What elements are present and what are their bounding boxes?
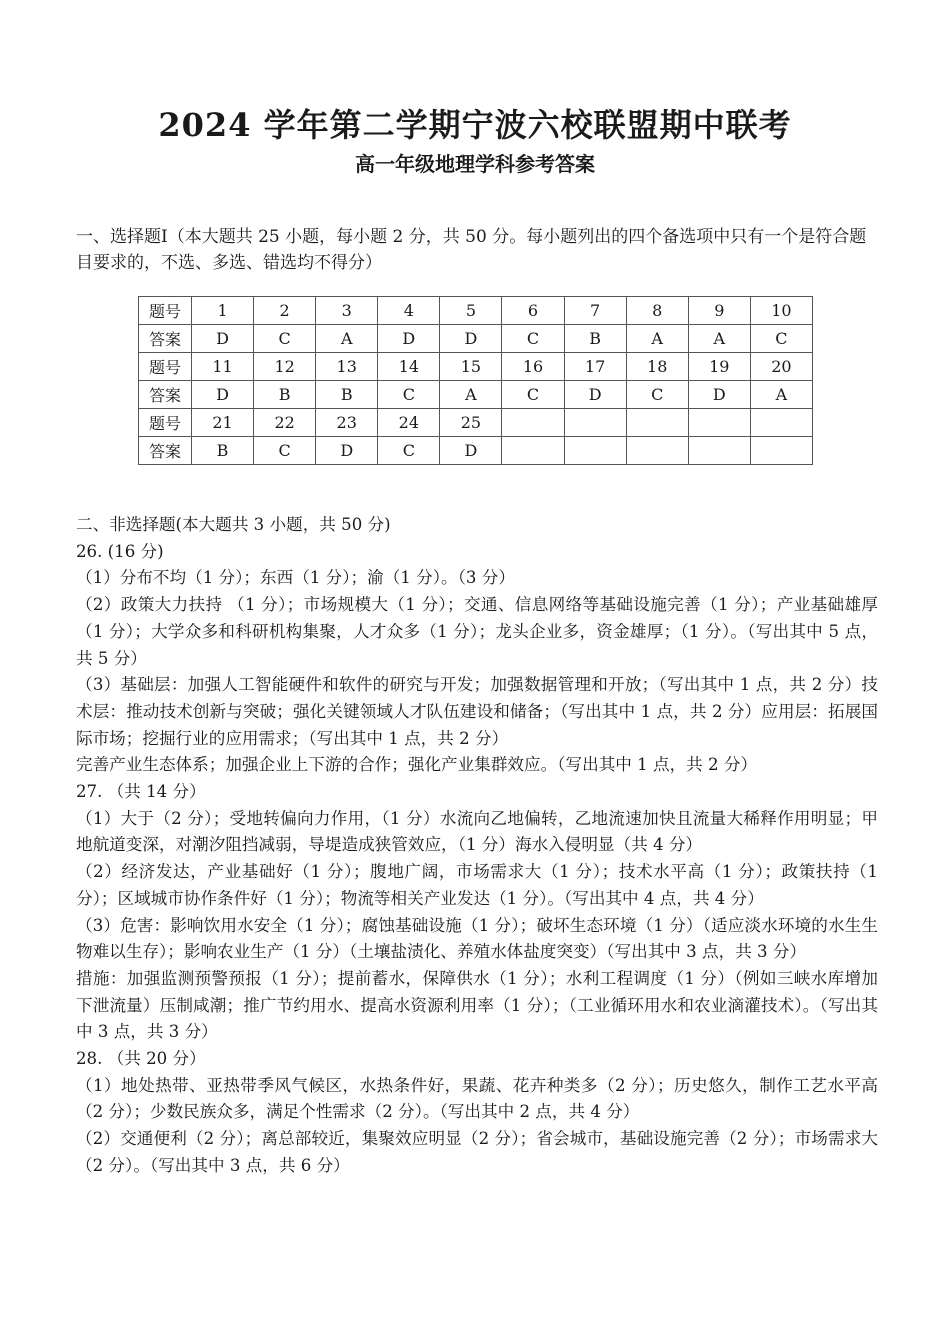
answer-cell: C — [378, 381, 440, 409]
row-label-answer: 答案 — [139, 325, 192, 353]
section1-intro: 一、选择题Ⅰ（本大题共 25 小题，每小题 2 分，共 50 分。每小题列出的四个备选项中只有一个是符合题目要求的，不选、多选、错选均不得分） — [76, 227, 867, 273]
answer-paragraph: （3）基础层：加强人工智能硬件和软件的研究与开发；加强数据管理和开放；（写出其中 1 点，共 2 分）技术层：推动技术创新与突破；强化关键领域人才队伍建设和储备；（写出其中 1 点，共 2 分）应用层：拓展国际市场；挖掘行业的应用需求；（写出其中 1 点，共 2 分） — [76, 675, 878, 748]
answer-paragraph: 完善产业生态体系；加强企业上下游的合作；强化产业集群效应。（写出其中 1 点，共 2 分） — [76, 755, 758, 775]
answer-cell: C — [502, 325, 564, 353]
answer-paragraph: 二、非选择题(本大题共 3 小题，共 50 分) — [76, 515, 391, 534]
answer-paragraph: （1）大于（2 分）；受地转偏向力作用，（1 分）水流向乙地偏转，乙地流速加快且流量大稀释作用明显；甲地航道变深，对潮汐阻挡减弱，导堤造成狭管效应，（1 分）海水入侵明显（共 4 分） — [76, 808, 878, 855]
answer-cell: D — [378, 325, 440, 353]
answer-paragraph: （2）经济发达，产业基础好（1 分）；腹地广阔，市场需求大（1 分）；技术水平高（1 分）；政策扶持（1 分）；区域城市协作条件好（1 分）；物流等相关产业发达（1 分）。（写出其中 4 点，共 4 分） — [76, 862, 878, 908]
row-label-number: 题号 — [139, 353, 192, 381]
answer-cell — [750, 437, 812, 465]
answer-cell: B — [192, 437, 254, 465]
answer-cell: C — [378, 437, 440, 465]
number-cell: 7 — [564, 297, 626, 325]
page-subtitle: 高一年级地理学科参考答案 — [355, 152, 595, 176]
answer-cell: D — [440, 437, 502, 465]
answer-cell: C — [254, 325, 316, 353]
answer-cell — [564, 437, 626, 465]
answer-cell: D — [688, 381, 750, 409]
number-cell: 16 — [502, 353, 564, 381]
number-cell: 24 — [378, 409, 440, 437]
number-cell — [688, 409, 750, 437]
table-row-answer-2 — [139, 381, 813, 409]
number-cell: 20 — [750, 353, 812, 381]
answer-cell: C — [750, 325, 812, 353]
answer-paragraph: （2）交通便利（2 分）；离总部较近，集聚效应明显（2 分）；省会城市，基础设施完善（2 分）；市场需求大（2 分）。（写出其中 3 点，共 6 分） — [76, 1129, 878, 1175]
answer-cell: B — [254, 381, 316, 409]
number-cell: 14 — [378, 353, 440, 381]
number-cell: 8 — [626, 297, 688, 325]
table-row-answer-3 — [139, 437, 813, 465]
answer-cell: C — [254, 437, 316, 465]
number-cell: 3 — [316, 297, 378, 325]
number-cell — [502, 409, 564, 437]
number-cell — [750, 409, 812, 437]
number-cell: 5 — [440, 297, 502, 325]
answer-paragraph: 26. (16 分) — [76, 541, 164, 561]
section2-body — [76, 512, 878, 1180]
table-row-number-3 — [139, 409, 813, 437]
table-row-number-1 — [139, 297, 813, 325]
page-title: 2024 学年第二学期宁波六校联盟期中联考 — [158, 106, 792, 144]
answer-cell: D — [192, 381, 254, 409]
answer-paragraph: 27. （共 14 分） — [76, 782, 206, 802]
number-cell — [626, 409, 688, 437]
number-cell: 18 — [626, 353, 688, 381]
answer-cell: A — [626, 325, 688, 353]
answer-cell: D — [316, 437, 378, 465]
row-label-answer: 答案 — [139, 381, 192, 409]
answer-cell: D — [564, 381, 626, 409]
number-cell: 25 — [440, 409, 502, 437]
number-cell: 10 — [750, 297, 812, 325]
number-cell: 2 — [254, 297, 316, 325]
answer-cell: A — [316, 325, 378, 353]
answer-cell: C — [502, 381, 564, 409]
number-cell: 19 — [688, 353, 750, 381]
table-row-answer-1 — [139, 325, 813, 353]
answer-cell — [688, 437, 750, 465]
answer-cell: B — [316, 381, 378, 409]
number-cell: 4 — [378, 297, 440, 325]
answer-cell: C — [626, 381, 688, 409]
row-label-number: 题号 — [139, 297, 192, 325]
row-label-answer: 答案 — [139, 437, 192, 465]
row-label-number: 题号 — [139, 409, 192, 437]
answer-paragraph: （1）地处热带、亚热带季风气候区，水热条件好，果蔬、花卉种类多（2 分）；历史悠久，制作工艺水平高（2 分）；少数民族众多，满足个性需求（2 分）。（写出其中 2 点，共 4 分） — [76, 1075, 878, 1122]
answer-paragraph: 28. （共 20 分） — [76, 1049, 206, 1069]
answer-cell: A — [750, 381, 812, 409]
answer-table — [138, 296, 813, 465]
answer-paragraph: 措施：加强监测预警预报（1 分）；提前蓄水，保障供水（1 分）；水利工程调度（1 分）（例如三峡水库增加下泄流量）压制咸潮；推广节约用水、提高水资源利用率（1 分）；（工业循环用水和农业滴灌技术）。（写出其中 3 点，共 3 分） — [76, 968, 878, 1042]
answer-cell: D — [440, 325, 502, 353]
number-cell: 13 — [316, 353, 378, 381]
number-cell: 11 — [192, 353, 254, 381]
number-cell: 22 — [254, 409, 316, 437]
answer-paragraph: （1）分布不均（1 分）；东西（1 分）；渝（1 分）。（3 分） — [76, 568, 515, 588]
answer-cell: D — [192, 325, 254, 353]
number-cell: 21 — [192, 409, 254, 437]
answer-paragraph: （3）危害：影响饮用水安全（1 分）；腐蚀基础设施（1 分）；破坏生态环境（1 分）（适应淡水环境的水生生物难以生存）；影响农业生产（1 分）（土壤盐渍化、养殖水体盐度突变）（写出其中 3 点，共 3 分） — [76, 915, 878, 962]
number-cell: 23 — [316, 409, 378, 437]
number-cell: 6 — [502, 297, 564, 325]
number-cell: 12 — [254, 353, 316, 381]
table-row-number-2 — [139, 353, 813, 381]
number-cell: 9 — [688, 297, 750, 325]
number-cell — [564, 409, 626, 437]
answer-cell: A — [688, 325, 750, 353]
answer-cell: A — [440, 381, 502, 409]
number-cell: 1 — [192, 297, 254, 325]
number-cell: 15 — [440, 353, 502, 381]
answer-cell: B — [564, 325, 626, 353]
answer-cell — [626, 437, 688, 465]
number-cell: 17 — [564, 353, 626, 381]
answer-cell — [502, 437, 564, 465]
answer-paragraph: （2）政策大力扶持 （1 分）；市场规模大（1 分）；交通、信息网络等基础设施完善（1 分）；产业基础雄厚（1 分）；大学众多和科研机构集聚，人才众多（1 分）；龙头企业多，资金雄厚；（1 分）。（写出其中 5 点，共 5 分） — [76, 595, 878, 668]
